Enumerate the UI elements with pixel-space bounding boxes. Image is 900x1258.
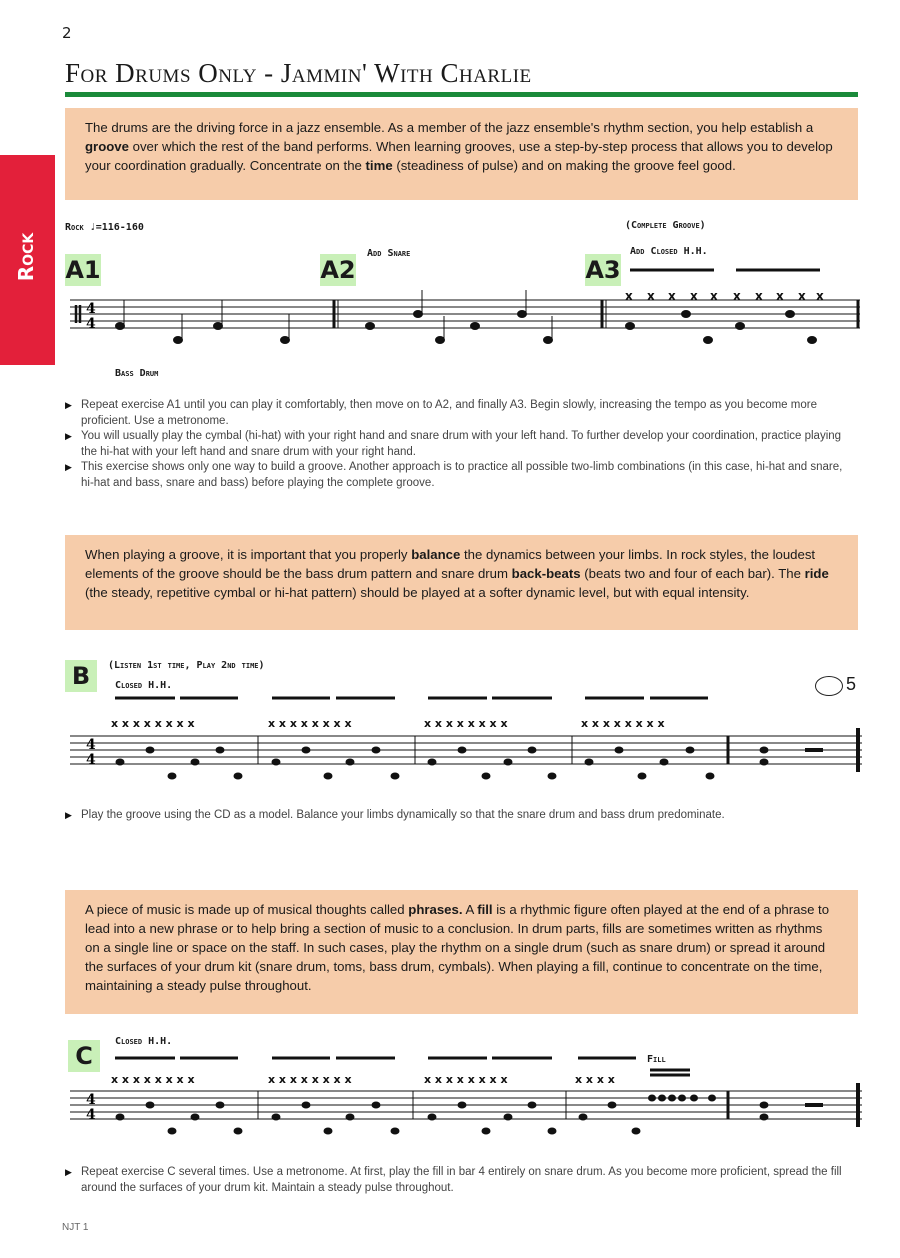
svg-text:x: x [733,289,741,303]
page-number: 2 [62,24,72,42]
note-a-1: ▶ Repeat exercise A1 until you can play it comfortably, then move on to A2, and finally A3. Begin slowly, increasing the tempo as you become more proficient. Use a metronome. [65,398,845,429]
note-a-3: ▶ This exercise shows only one way to build a groove. Another approach is to practice all possible two-limb combinations (in this case, hi-hat and snare, hi-hat and bass, snare and bass) before playing the complete groove. [65,460,845,491]
intro-text-1: The drums are the driving force in a jazz ensemble. As a member of the jazz ensemble's rhythm section, you help establish a [85,120,814,135]
svg-text:x x x x x x x x: x x x x x x x x [268,1073,352,1086]
intro-text-2: over which the rest of the band performs. When learning grooves, use a step-by-step process that allows you to develop your coordination gradually. Concentrate on the [85,139,833,173]
svg-text:4: 4 [86,1107,96,1123]
balance-text-4: (the steady, repetitive cymbal or hi-hat pattern) should be played at a softer dynamic level, but with equal intensity. [85,585,750,600]
note-b-1: ▶ Play the groove using the CD as a model. Balance your limbs dynamically so that the snare drum and bass drum predominate. [65,808,845,824]
complete-groove-label: (Complete Groove) [625,220,706,231]
svg-text:x: x [816,289,824,303]
svg-text:4: 4 [86,737,96,753]
intro-bold-time: time [365,158,393,173]
svg-text:x: x [776,289,784,303]
exercise-b-label: B [65,660,97,692]
svg-text:4: 4 [86,1092,96,1108]
note-c-1: ▶ Repeat exercise C several times. Use a metronome. At first, play the fill in bar 4 entirely on snare drum. As you become more proficient, spread the fill around the surfaces of your drum kit. Maintain a steady pulse throughout. [65,1165,845,1196]
page-footer: NJT 1 [62,1222,89,1233]
svg-text:x: x [798,289,806,303]
phrases-text-2: A [462,902,478,917]
svg-text:x x x x x x x x: x x x x x x x x [424,1073,508,1086]
svg-text:4: 4 [86,316,96,332]
add-snare-label: Add Snare [367,248,411,259]
add-hihat-label: Add Closed H.H. [630,246,708,257]
listen-play-label: (Listen 1st time, Play 2nd time) [108,660,265,671]
balance-bold-backbeats: back-beats [511,566,581,581]
balance-bold-ride: ride [804,566,829,581]
exercise-a2-label: A2 [320,256,356,284]
balance-bold-balance: balance [411,547,461,562]
phrases-bold-phrases: phrases. [408,902,463,917]
notes-c [65,1165,845,1196]
svg-text:x x x x: x x x x [575,1073,615,1086]
intro-bold-groove: groove [85,139,129,154]
tempo-marking: Rock ♩=116-160 [65,222,144,233]
svg-text:x x x x x x x x: x x x x x x x x [581,717,665,730]
exercise-c-label: C [68,1040,100,1072]
note-a-2: ▶ You will usually play the cymbal (hi-hat) with your right hand and snare drum with your left hand. To further develop your coordination, practice playing the hi-hat with your left hand and snare drum with your right hand. [65,429,845,460]
svg-text:x: x [625,289,633,303]
svg-text:x x x x x x x x: x x x x x x x x [424,717,508,730]
cd-track-number: 5 [846,674,857,694]
phrases-text-3: is a rhythmic figure often played at the end of a phrase to lead into a new phrase or to help bring a section of music to a conclusion. In drum parts, fills are sometimes written as rhythms on a single line or space on the staff. In such cases, play the rhythm on a single drum (such as snare drum) or spread it around the surfaces of your drum kit (snare drum, toms, bass drum, cymbals). When playing a fill, continue to concentrate on the time, maintaining a steady pulse throughout. [85,902,830,993]
svg-text:x x x x x x x x: x x x x x x x x [268,717,352,730]
svg-text:x x x x x x x x: x x x x x x x x [111,717,195,730]
bass-drum-label: Bass Drum [115,368,159,379]
closed-hh-label-c: Closed H.H. [115,1036,173,1047]
svg-text:x: x [755,289,763,303]
phrases-text-1: A piece of music is made up of musical thoughts called [85,902,409,917]
page-title: For Drums Only - Jammin' With Charlie [65,58,532,88]
balance-text-3: (beats two and four of each bar). The [580,566,805,581]
phrases-bold-fill: fill [477,902,493,917]
svg-text:x: x [647,289,655,303]
svg-text:x: x [690,289,698,303]
svg-text:x x x x x x x x: x x x x x x x x [111,1073,195,1086]
balance-text-1: When playing a groove, it is important that you properly [85,547,412,562]
closed-hh-label-b: Closed H.H. [115,680,173,691]
fill-label: Fill [647,1054,666,1065]
svg-text:x: x [668,289,676,303]
svg-text:x: x [710,289,718,303]
svg-text:4: 4 [86,301,96,317]
section-tab-label: Rock [14,232,39,282]
intro-text-3: (steadiness of pulse) and on making the groove feel good. [392,158,736,173]
balance-text-2: the dynamics between your limbs. In rock styles, the loudest elements of the groove should be the bass drum pattern and snare drum [85,547,816,581]
svg-text:4: 4 [86,752,96,768]
exercise-a3-label: A3 [585,256,621,284]
exercise-a1-label: A1 [65,256,101,284]
